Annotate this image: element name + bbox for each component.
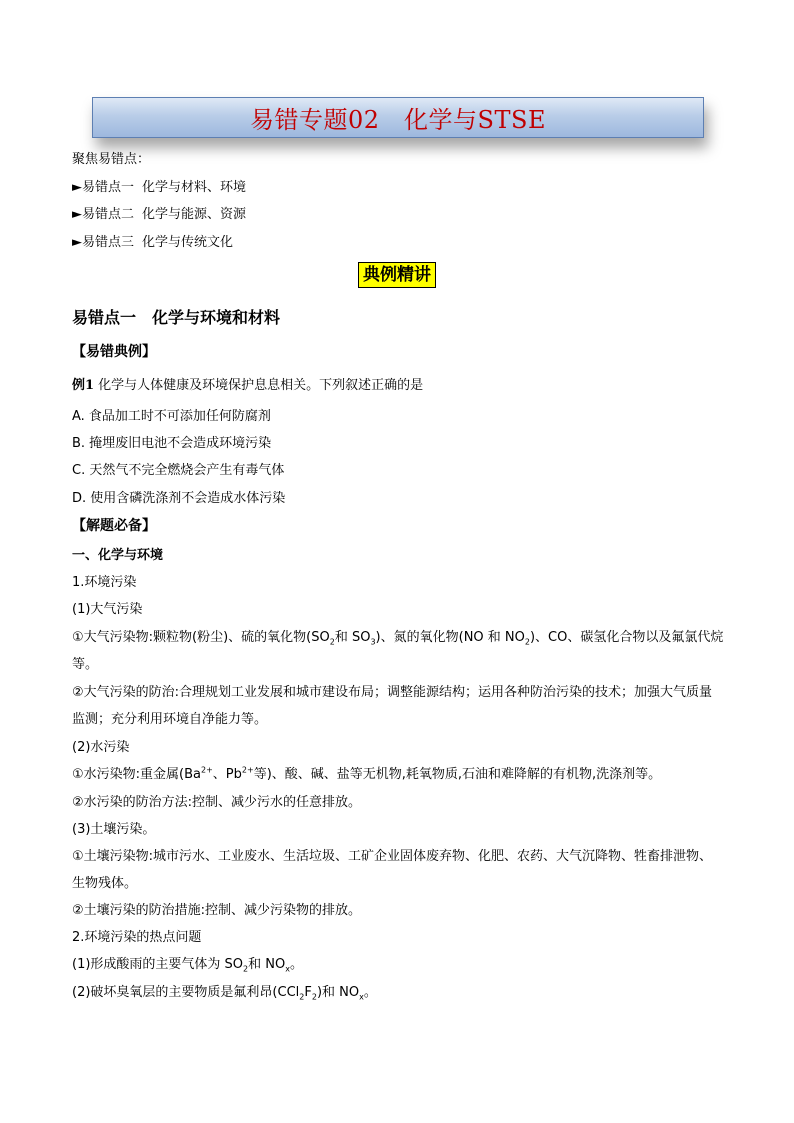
text-run: 和 NO (248, 957, 286, 972)
soil-pollutants-paragraph: ①土壤污染物:城市污水、工业废水、生活垃圾、工矿企业固体废弃物、化肥、农药、大气沉降物、牲畜排泄物、生物残体。 (72, 849, 713, 891)
example-bracket-label: 【易错典例】 (72, 344, 156, 360)
subscript: x (359, 992, 364, 1002)
hot-issues-title: 2.环境污染的热点问题 (72, 930, 202, 945)
air-title: (1)大气污染 (72, 602, 143, 617)
focus-label: 聚焦易错点： (72, 152, 151, 167)
focus-item-3 (72, 235, 233, 251)
text-run: 和 SO (334, 630, 371, 645)
subscript: 2 (524, 637, 530, 647)
subscript: 2 (329, 637, 335, 647)
focus-item-code: ►易错点三 (72, 235, 134, 250)
water-title: (2)水污染 (72, 740, 130, 755)
focus-item-code: ►易错点一 (72, 180, 134, 195)
text-run: (2)破坏臭氧层的主要物质是氟利昂(CCl (72, 985, 300, 1000)
air-pollutants-paragraph (72, 624, 724, 678)
example-question (72, 378, 423, 394)
subscript: 2 (299, 992, 305, 1002)
acid-rain-paragraph (72, 957, 303, 973)
subheading-pollution: 1.环境污染 (72, 575, 137, 590)
example-number: 例1 (72, 378, 95, 393)
text-run: ①大气污染物:颗粒物(粉尘)、硫的氧化物(SO (72, 630, 330, 645)
focus-item-text: 化学与能源、资源 (142, 207, 247, 222)
superscript: 2+ (241, 765, 254, 775)
text-run: )和 NO (316, 985, 360, 1000)
text-run: 、Pb (212, 767, 242, 782)
ozone-paragraph (72, 985, 377, 1001)
section-heading: 易错点一 化学与环境和材料 (72, 308, 281, 327)
option-a: A. 食品加工时不可添加任何防腐剂 (72, 409, 271, 424)
option-d: D. 使用含磷洗涤剂不会造成水体污染 (72, 491, 286, 506)
focus-item-text: 化学与传统文化 (142, 235, 234, 250)
subscript: x (285, 964, 290, 974)
focus-item-2 (72, 207, 246, 223)
subscript: 2 (243, 964, 249, 974)
air-prevention-paragraph: ②大气污染的防治:合理规划工业发展和城市建设布局；调整能源结构；运用各种防治污染的技术；加强大气质量监测；充分利用环境自净能力等。 (72, 685, 713, 727)
text-run: F (304, 985, 312, 1000)
superscript: 2+ (201, 765, 213, 775)
subscript: 3 (370, 637, 376, 647)
soil-prevention-paragraph: ②土壤污染的防治措施:控制、减少污染物的排放。 (72, 903, 362, 918)
subscript: 2 (311, 992, 317, 1002)
subheading-environment: 一、化学与环境 (72, 548, 164, 563)
text-run: 。 (363, 985, 377, 1000)
text-run: 等)、酸、碱、盐等无机物,耗氧物质,石油和难降解的有机物,洗涤剂等。 (253, 767, 662, 782)
soil-title: (3)土壤污染。 (72, 822, 156, 837)
badge-row (0, 262, 794, 288)
water-prevention-paragraph: ②水污染的防治方法:控制、减少污水的任意排放。 (72, 795, 362, 810)
text-run: (1)形成酸雨的主要气体为 SO (72, 957, 244, 972)
text-run: ①水污染物:重金属(Ba (72, 767, 201, 782)
title-banner (92, 97, 704, 138)
question-text: 化学与人体健康及环境保护息息相关。下列叙述正确的是 (94, 378, 424, 393)
text-run: )、氮的氧化物(NO 和 NO (375, 630, 525, 645)
text-run: )、CO、碳氢化合物以及氟氯代烷等。 (72, 630, 724, 672)
focus-item-1 (72, 180, 246, 196)
water-pollutants-paragraph (72, 767, 661, 783)
option-b: B. 掩埋废旧电池不会造成环境污染 (72, 436, 272, 451)
text-run: 。 (289, 957, 303, 972)
focus-item-code: ►易错点二 (72, 207, 134, 222)
section-badge: 典例精讲 (358, 262, 436, 288)
focus-item-text: 化学与材料、环境 (142, 180, 247, 195)
page-title: 易错专题02 化学与STSE (250, 106, 546, 134)
option-c: C. 天然气不完全燃烧会产生有毒气体 (72, 463, 285, 478)
prep-bracket-label: 【解题必备】 (72, 518, 156, 534)
